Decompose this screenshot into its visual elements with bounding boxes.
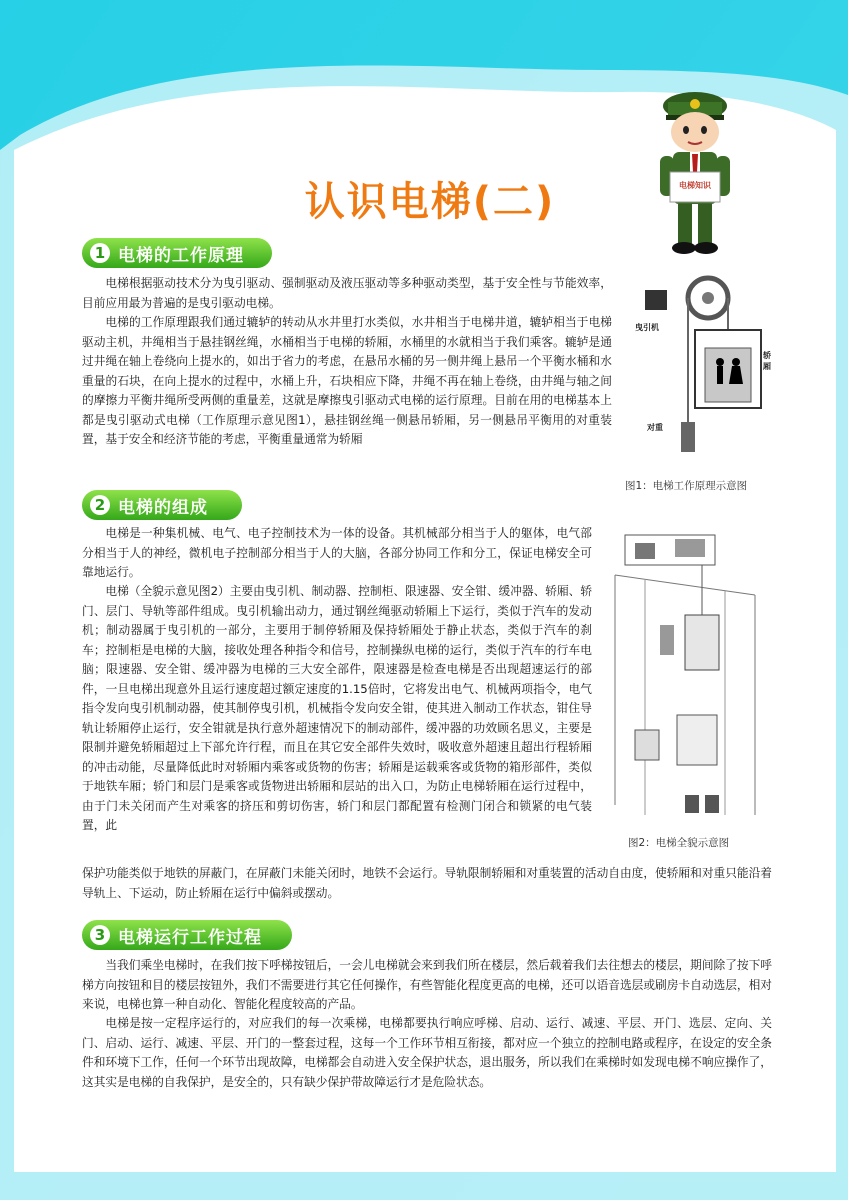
section-1-paragraph-2: 电梯的工作原理跟我们通过辘轳的转动从水井里打水类似，水井相当于电梯井道，辘轳相当于电梯驱动主机，井绳相当于悬挂钢丝绳，水桶相当于电梯的轿厢，水桶里的水就相当于我们乘客。辘轳是通过井绳在轴上卷绕向上提水的，如出于省力的考虑，在悬吊水桶的另一侧井绳上悬吊一个平衡水桶和水重量的石块，在向上提水的过程中，水桶上升，石块相应下降，井绳不再在轴上卷绕，由井绳与轴之间的摩擦力平衡井绳所受两侧的重量差，这就是摩擦曳引驱动式电梯的运行原理。目前在用的电梯基本上都是曳引驱动式电梯（工作原理示意见图1），悬挂钢丝绳一侧悬吊轿厢，另一侧悬吊平衡用的对重装置，基于安全和经济节能的考虑，平衡重量通常为轿厢 [82, 315, 612, 446]
uniformed-mascot-icon [640, 84, 750, 264]
section-2-paragraph-3: 保护功能类似于地铁的屏蔽门，在屏蔽门未能关闭时，地铁不会运行。导轨限制轿厢和对重装置的活动自由度，使轿厢和对重只能沿着导轨上、下运动，防止轿厢在运行中偏斜或摆动。 [82, 866, 772, 900]
figure-1 [625, 270, 775, 470]
section-title-1: 电梯的工作原理 [118, 245, 244, 266]
section-number-1: 1 [90, 243, 110, 263]
elevator-overview-diagram [605, 525, 770, 825]
section-2-paragraph-2: 电梯（全貌示意见图2）主要由曳引机、制动器、控制柜、限速器、安全钳、缓冲器、轿厢、轿门、层门、导轨等部件组成。曳引机输出动力，通过钢丝绳驱动轿厢上下运行，类似于汽车的发动机；制动器属于曳引机的一部分，主要用于制停轿厢及保持轿厢处于静止状态，类似于汽车的刹车；控制柜是电梯的大脑，接收处理各种指令和信号，控制操纵电梯的运行，类似于汽车的行车电脑；限速器、安全钳、缓冲器为电梯的三大安全部件，限速器是检查电梯是否出现超速运行的部件，一旦电梯出现意外且运行速度超过额定速度的1.15倍时，它将发出电气、机械两项指令，电气指令发向曳引机制动器，使其制停曳引机，机械指令发向安全钳，使其进入制动工作状态，钳住导轨让轿厢停止运行，安全钳就是执行意外超速情况下的制动部件，缓冲器的功效顾名思义，主要是限制并避免轿厢超过上下部允许行程，而且在其它安全部件失效时，吸收意外超速且超出行程轿厢的冲击动能，尽量降低此时对轿厢内乘客或货物的伤害；轿厢是运载乘客或货物的箱形部件，类似于地铁车厢；轿门和层门是乘客或货物进出轿厢和层站的出入口，为防止电梯轿厢在运行过程中，由于门未关闭而产生对乘客的挤压和剪切伤害，轿门和层门都配置有检测门闭合和锁紧的电气装置，此 [82, 584, 593, 832]
figure-1-label-car: 轿厢 [763, 351, 771, 371]
section-header-3 [82, 920, 292, 950]
section-header-2 [82, 490, 242, 520]
figure-2 [605, 525, 770, 825]
section-2-paragraph-1: 电梯是一种集机械、电气、电子控制技术为一体的设备。其机械部分相当于人的躯体，电气部分相当于人的神经，微机电子控制部分相当于人的大脑，各部分协同工作和分工，保证电梯安全可靠地运行。 [82, 526, 592, 579]
figure-1-caption: 图1：电梯工作原理示意图 [625, 480, 748, 492]
page-title: 认识电梯(二) [304, 179, 556, 225]
section-1-paragraph-1: 电梯根据驱动技术分为曳引驱动、强制驱动及液压驱动等多种驱动类型，基于安全性与节能效率，目前应用最为普遍的是曳引驱动电梯。 [82, 276, 612, 310]
section-3-paragraph-1: 当我们乘坐电梯时，在我们按下呼梯按钮后，一会儿电梯就会来到我们所在楼层，然后载着我们去往想去的楼层，期间除了按下呼梯方向按钮和目的楼层按钮外，我们不需要进行其它任何操作，有些智能化程度更高的电梯，还可以语音选层或刷房卡自动选层，相对来说，电梯也算一种自动化、智能化程度较高的产品。 [82, 958, 772, 1011]
mascot [640, 84, 750, 264]
section-3-paragraph-2: 电梯是按一定程序运行的，对应我们的每一次乘梯，电梯都要执行响应呼梯、启动、运行、减速、平层、开门、选层、定向、关门、启动、运行、减速、平层、开门的一整套过程，这每一个工作环节相互衔接，都对应一个独立的控制电路或程序，在设定的安全条件和环境下工作，任何一个环节出现故障，电梯都会自动进入安全保护状态，退出服务，所以我们在乘梯时如发现电梯不响应操作了，这其实是电梯的自我保护，是安全的，只有缺少保护带故障运行才是危险状态。 [82, 1016, 772, 1089]
mascot-badge-label: 电梯知识 [679, 181, 711, 190]
section-title-3: 电梯运行工作过程 [118, 927, 262, 948]
figure-1-label-counterweight: 对重 [647, 423, 663, 432]
section-number-2: 2 [90, 495, 110, 515]
section-number-3: 3 [90, 925, 110, 945]
figure-1-label-traction: 曳引机 [635, 323, 659, 332]
section-header-1 [82, 238, 272, 268]
elevator-principle-diagram [625, 270, 775, 470]
figure-2-caption: 图2：电梯全貌示意图 [628, 837, 730, 849]
section-title-2: 电梯的组成 [118, 497, 208, 518]
